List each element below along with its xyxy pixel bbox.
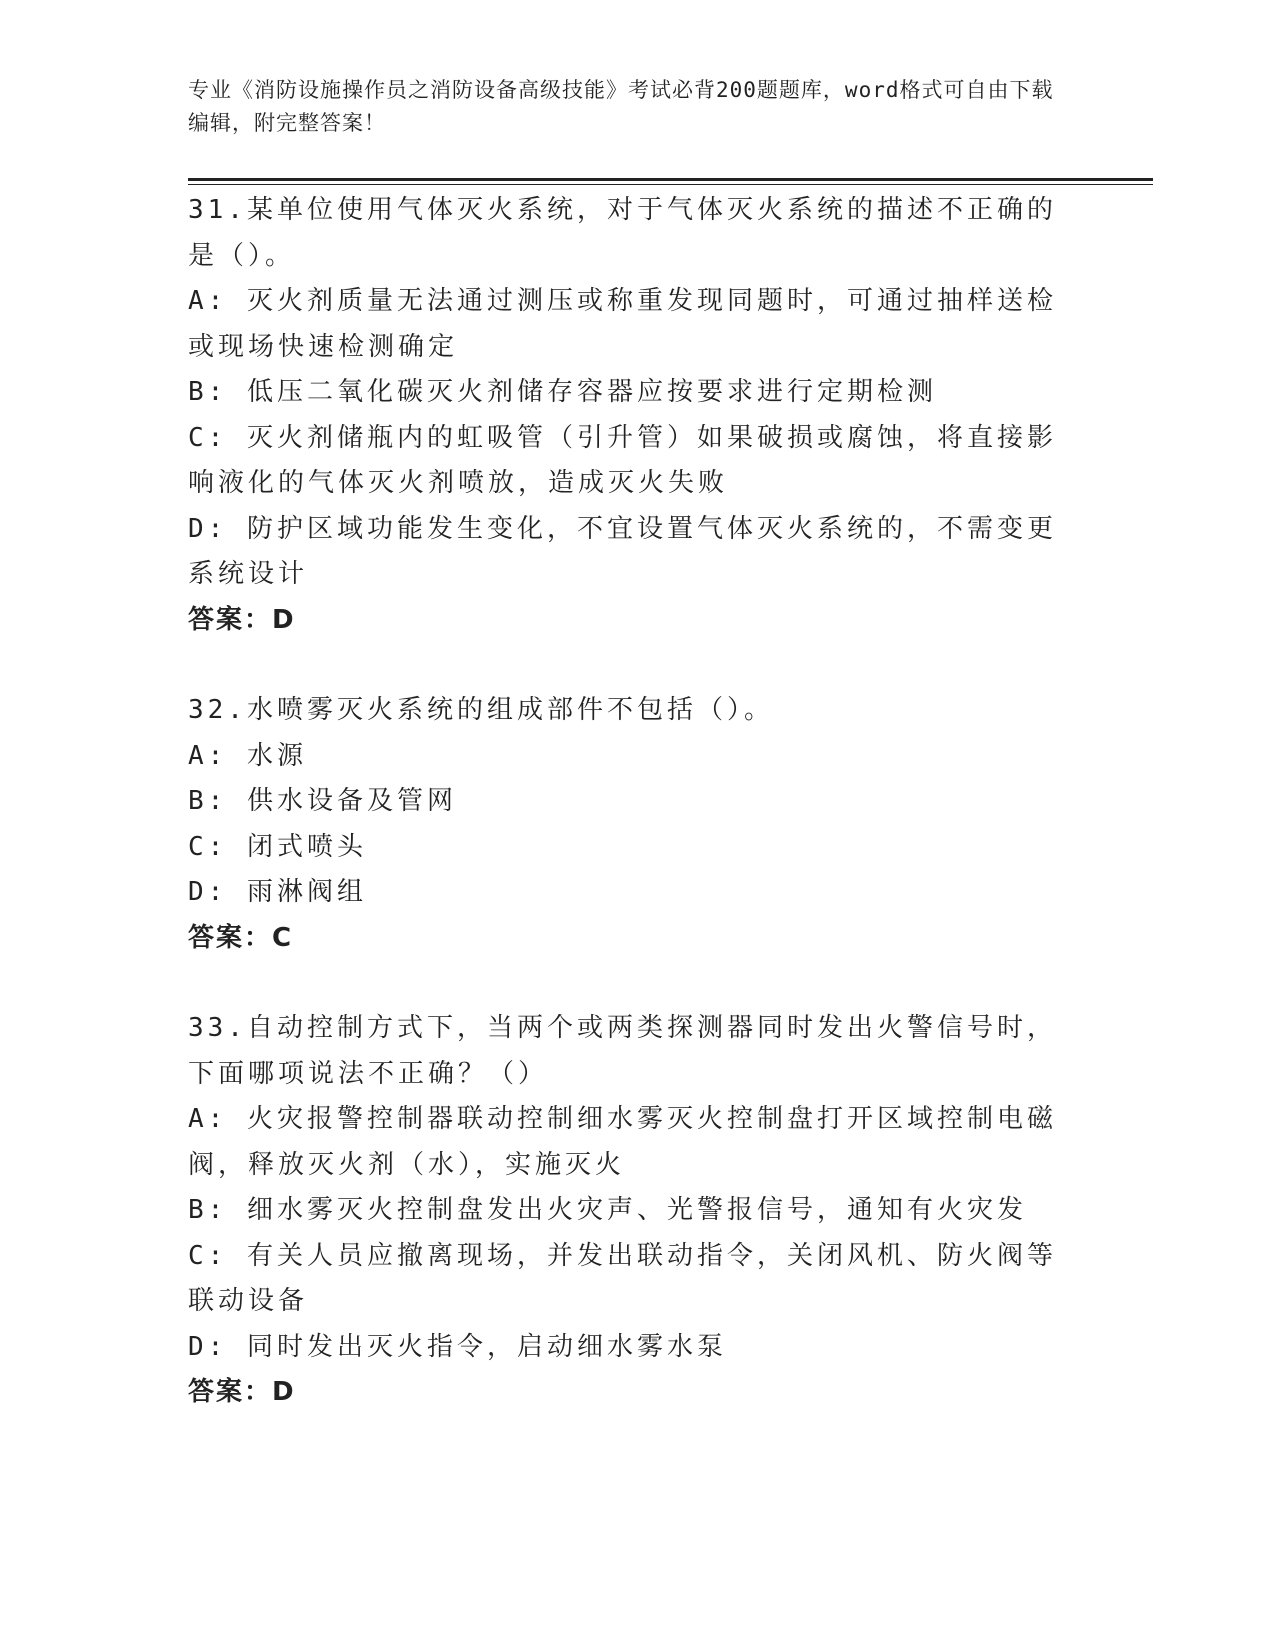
header-rule-thin	[188, 184, 1153, 185]
question-stem: 32.水喷雾灭火系统的组成部件不包括（）。	[188, 695, 774, 725]
option-a: A: 水源	[188, 740, 307, 771]
question-31	[188, 188, 1078, 643]
question-stem: 33.自动控制方式下，当两个或两类探测器同时发出火警信号时，下面哪项说法不正确？（）	[188, 1013, 1057, 1089]
option-d: D: 同时发出灭火指令，启动细水雾水泵	[188, 1331, 727, 1362]
option-c: C: 灭火剂储瓶内的虹吸管（引升管）如果破损或腐蚀，将直接影响液化的气体灭火剂喷放，造成灭火失败	[188, 422, 1057, 498]
header-rule-thick	[188, 178, 1153, 181]
option-c: C: 有关人员应撤离现场，并发出联动指令，关闭风机、防火阀等联动设备	[188, 1240, 1057, 1316]
question-33	[188, 1006, 1078, 1416]
option-b: B: 细水雾灭火控制盘发出火灾声、光警报信号，通知有火灾发	[188, 1195, 1027, 1225]
question-stem: 31.某单位使用气体灭火系统，对于气体灭火系统的描述不正确的是（）。	[188, 195, 1057, 271]
option-c: C: 闭式喷头	[188, 831, 367, 862]
option-b: B: 低压二氧化碳灭火剂储存容器应按要求进行定期检测	[188, 377, 937, 407]
answer-line: 答案：D	[188, 604, 296, 635]
answer-line: 答案：C	[188, 922, 294, 953]
option-d: D: 防护区域功能发生变化，不宜设置气体灭火系统的，不需变更系统设计	[188, 513, 1057, 589]
option-b: B: 供水设备及管网	[188, 786, 457, 816]
question-list	[188, 188, 1078, 1461]
question-32	[188, 688, 1078, 961]
answer-line: 答案：D	[188, 1377, 296, 1407]
document-header: 专业《消防设施操作员之消防设备高级技能》考试必背200题题库，word格式可自由下载编辑，附完整答案！	[188, 78, 1054, 135]
option-a: A: 火灾报警控制器联动控制细水雾灭火控制盘打开区域控制电磁阀，释放灭火剂（水），实施灭火	[188, 1104, 1057, 1180]
option-d: D: 雨淋阀组	[188, 877, 367, 907]
option-a: A: 灭火剂质量无法通过测压或称重发现同题时，可通过抽样送检或现场快速检测确定	[188, 286, 1057, 362]
